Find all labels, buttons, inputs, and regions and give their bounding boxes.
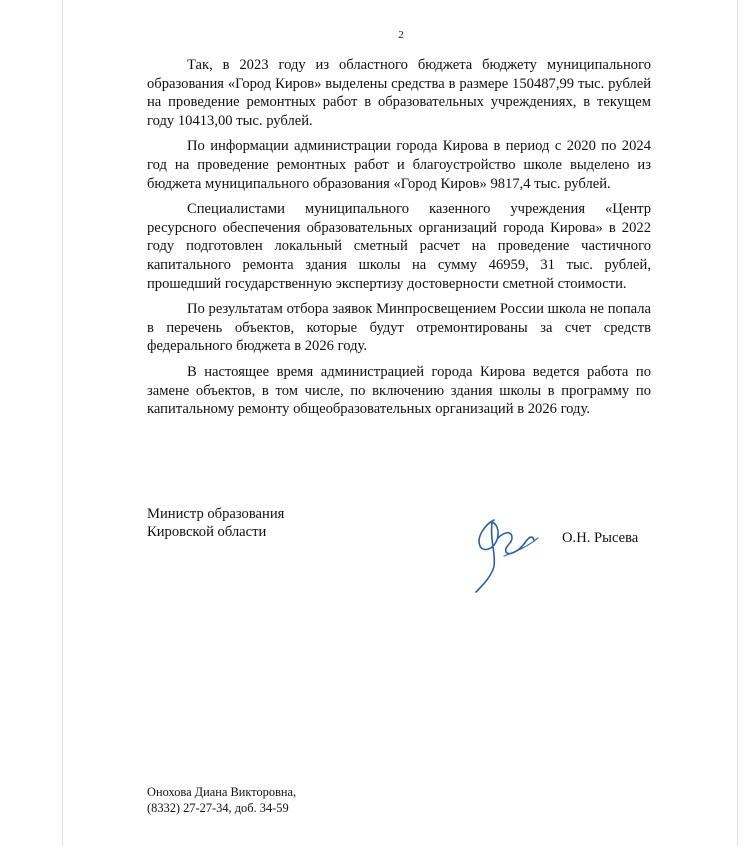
paragraph-estimate: Специалистами муниципального казенного учреждения «Центр ресурсного обеспечения образовательных организаций города Кирова» в 2022 году подготовлен локальный сметный расчет на проведение частичного капитального ремонта здания школы на сумму 46959, 31 тыс. рублей, прошедший государственную экспертизу достоверности сметной стоимости. [147, 201, 651, 292]
signer-position-line-2: Кировской области [147, 524, 267, 540]
signer-position-line-1: Министр образования [147, 506, 285, 522]
handwritten-signature [468, 508, 548, 598]
contact-name: Онохова Диана Викторовна, [147, 785, 297, 799]
contact-phone: (8332) 27-27-34, доб. 34-59 [147, 801, 289, 815]
paragraph-city-funding: По информации администрации города Кирова в период с 2020 по 2024 год на проведение ремонтных работ и благоустройство школе выделено из бюджета муниципального образования «Город Киров» 9817,4 тыс. рублей. [147, 138, 651, 192]
signer-position [147, 505, 284, 541]
contact-info [147, 784, 296, 816]
paragraph-current-work: В настоящее время администрацией города Кирова ведется работа по замене объектов, в том числе, по включению здания школы в программу по капитальному ремонту общеобразовательных организаций в 2026 году. [147, 363, 651, 418]
paragraph-federal-selection: По результатам отбора заявок Минпросвещением России школа не попала в перечень объектов, которые будут отремонтированы за счет средств федерального бюджета в 2026 году. [147, 301, 651, 355]
signer-name: О.Н. Рысева [562, 530, 639, 546]
page-number: 2 [398, 29, 404, 41]
letter-body [147, 56, 651, 426]
paragraph-regional-funding: Так, в 2023 году из областного бюджета бюджету муниципального образования «Город Киров» выделены средства в размере 150487,99 тыс. рублей на проведение ремонтных работ в образовательных учреждениях, в текущем году 10413,00 тыс. рублей. [147, 57, 651, 129]
